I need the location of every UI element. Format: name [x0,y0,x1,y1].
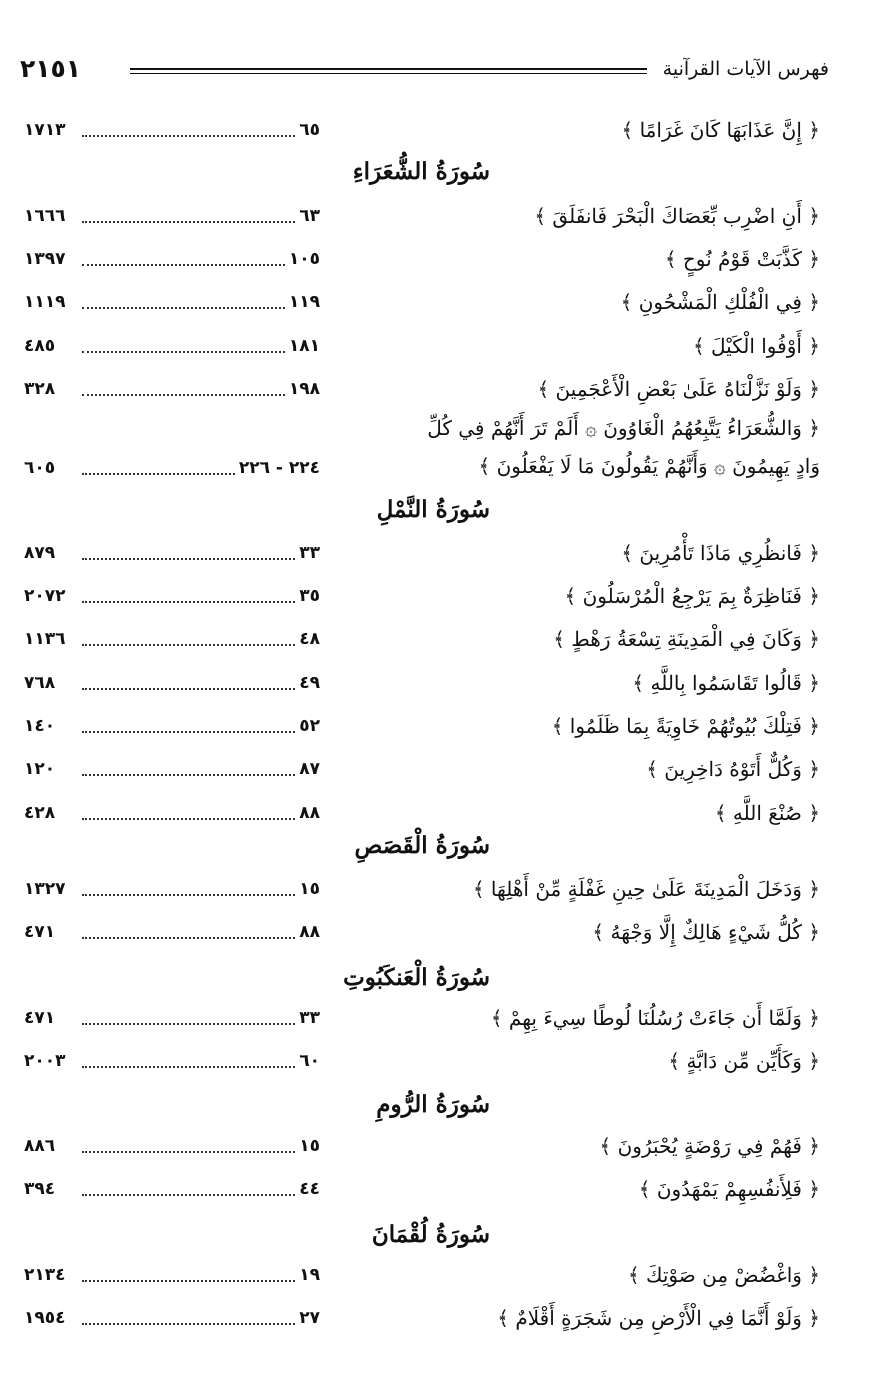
index-row [20,667,820,699]
sura-heading: سُورَةُ الشُّعَرَاءِ [352,158,490,185]
dot-leader [82,1023,295,1025]
index-row [20,1173,820,1205]
ayah-number: ٢٧ [299,1308,320,1328]
verse-text: ﴿ فَلِأَنفُسِهِمْ يَمْهَدُونَ ﴾ [638,1177,820,1201]
verse-text: ﴿ صُنْعَ اللَّهِ ﴾ [714,801,820,825]
page-reference: ١٩٥٤ [24,1308,66,1328]
ayah-number: ٨٨ [299,803,320,823]
dot-leader [82,394,285,396]
dot-leader [82,351,285,353]
ayah-number: ٣٣ [299,543,320,563]
verse-text: ﴿ فَنَاظِرَةٌ بِمَ يَرْجِعُ الْمُرْسَلُونَ ﴾ [564,584,820,608]
index-row [20,1045,820,1077]
dot-leader [82,818,295,820]
verse-text: ﴿ وَلَمَّا أَن جَاءَتْ رُسُلُنَا لُوطًا سِيءَ بِهِمْ ﴾ [490,1006,820,1030]
dot-leader [82,221,295,223]
dot-leader [82,558,295,560]
verse-text: ﴿ فَهُمْ فِي رَوْضَةٍ يُحْبَرُونَ ﴾ [599,1134,820,1158]
verse-text-continued: وَادٍ يَهِيمُونَ ۞ وَأَنَّهُمْ يَقُولُونَ مَا لَا يَفْعَلُونَ ﴾ [478,454,820,478]
index-row [20,416,820,484]
ayah-number: ٢٢٤ - ٢٢٦ [238,458,320,478]
ayah-number: ٦٠ [299,1051,320,1071]
index-row [20,330,820,362]
page-reference: ١٣٢٧ [24,879,66,899]
index-row [20,753,820,785]
page-reference: ٢٠٠٣ [24,1051,66,1071]
ayah-number: ٦٥ [299,120,320,140]
page-reference: ٤٧١ [24,922,56,942]
verse-text: ﴿ وَلَوْ أَنَّمَا فِي الْأَرْضِ مِن شَجَرَةٍ أَقْلَامٌ ﴾ [497,1306,820,1330]
index-row [20,873,820,905]
dot-leader [82,774,295,776]
index-row [20,710,820,742]
dot-leader [82,1280,295,1282]
page-reference: ٨٨٦ [24,1136,56,1156]
ayah-number: ٣٥ [299,586,320,606]
ayah-number: ٨٨ [299,922,320,942]
dot-leader [82,1151,295,1153]
verse-text: ﴿ وَكَانَ فِي الْمَدِينَةِ تِسْعَةُ رَهْطٍ ﴾ [553,627,820,651]
index-row [20,623,820,655]
dot-leader [82,688,295,690]
index-row [20,916,820,948]
dot-leader [82,264,285,266]
page-reference: ٦٠٥ [24,458,56,478]
page-reference: ٧٦٨ [24,673,56,693]
ayah-number: ٤٨ [299,629,320,649]
dot-leader [82,601,295,603]
ayah-number: ٤٤ [299,1179,320,1199]
verse-text: ﴿ فِي الْفُلْكِ الْمَشْحُونِ ﴾ [620,290,820,314]
sura-heading: سُورَةُ لُقْمَانَ [371,1221,490,1248]
index-row [20,797,820,829]
page-reference: ١١٣٦ [24,629,66,649]
verse-text: ﴿ وَدَخَلَ الْمَدِينَةَ عَلَىٰ حِينِ غَفْلَةٍ مِّنْ أَهْلِهَا ﴾ [472,877,820,901]
index-row [20,1259,820,1291]
sura-heading: سُورَةُ الْقَصَصِ [354,832,490,859]
page-reference: ١٤٠ [24,716,56,736]
header-title: فهرس الآيات القرآنية [662,58,829,80]
verse-text: ﴿ فَانظُرِي مَاذَا تَأْمُرِينَ ﴾ [621,541,820,565]
dot-leader [82,135,295,137]
page-number: ٢١٥١ [20,54,82,83]
verse-text: ﴿ كُلُّ شَيْءٍ هَالِكٌ إِلَّا وَجْهَهُ ﴾ [592,920,820,944]
page-reference: ٢٠٧٢ [24,586,66,606]
index-row [20,1302,820,1334]
ayah-number: ١٥ [299,879,320,899]
verse-text: ﴿ قَالُوا تَقَاسَمُوا بِاللَّهِ ﴾ [632,671,820,695]
ayah-number: ٣٣ [299,1008,320,1028]
page-reference: ١١١٩ [24,292,66,312]
index-row [20,200,820,232]
ayah-number: ٤٩ [299,673,320,693]
verse-text: ﴿ إِنَّ عَذَابَهَا كَانَ غَرَامًا ﴾ [621,118,820,142]
verse-text: ﴿ كَذَّبَتْ قَوْمُ نُوحٍ ﴾ [664,247,820,271]
verse-text: ﴿ وَكَأَيِّن مِّن دَابَّةٍ ﴾ [668,1049,820,1073]
ayah-number: ١١٩ [288,292,320,312]
sura-heading: سُورَةُ النَّمْلِ [376,496,490,523]
dot-leader [82,1066,295,1068]
index-row [20,537,820,569]
ayah-number: ١٠٥ [288,249,320,269]
index-row [20,373,820,405]
ayah-number: ١٩٨ [288,379,320,399]
page-reference: ٤٢٨ [24,803,56,823]
ayah-number: ١٩ [299,1265,320,1285]
page-reference: ٣٢٨ [24,379,56,399]
verse-text: ﴿ أَوْفُوا الْكَيْلَ ﴾ [692,334,820,358]
index-row [20,1002,820,1034]
verse-text: ﴿ وَلَوْ نَزَّلْنَاهُ عَلَىٰ بَعْضِ الْأَعْجَمِينَ ﴾ [537,377,820,401]
dot-leader [82,731,295,733]
sura-heading: سُورَةُ الْعَنكَبُوتِ [343,964,490,991]
index-row [20,286,820,318]
dot-leader [82,473,235,475]
verse-text: ﴿ أَنِ اضْرِب بِّعَصَاكَ الْبَحْرَ فَانفَلَقَ ﴾ [534,204,820,228]
ayah-number: ١٥ [299,1136,320,1156]
ayah-number: ٦٣ [299,206,320,226]
index-row [20,1130,820,1162]
dot-leader [82,1194,295,1196]
page-reference: ٣٩٤ [24,1179,56,1199]
dot-leader [82,1323,295,1325]
page-reference: ١٢٠ [24,759,56,779]
verse-text: ﴿ وَكُلٌّ أَتَوْهُ دَاخِرِينَ ﴾ [646,757,820,781]
page-reference: ١٦٦٦ [24,206,66,226]
page-reference: ٤٧١ [24,1008,56,1028]
page-reference: ٨٧٩ [24,543,56,563]
ayah-number: ٨٧ [299,759,320,779]
ayah-number: ٥٢ [299,716,320,736]
verse-text: ﴿ فَتِلْكَ بُيُوتُهُمْ خَاوِيَةً بِمَا ظَلَمُوا ﴾ [551,714,820,738]
dot-leader [82,937,295,939]
index-row [20,243,820,275]
dot-leader [82,644,295,646]
dot-leader [82,894,295,896]
verse-text: ﴿ وَالشُّعَرَاءُ يَتَّبِعُهُمُ الْغَاوُونَ ۞ أَلَمْ تَرَ أَنَّهُمْ فِي كُلِّ [427,416,820,440]
page-reference: ٤٨٥ [24,336,56,356]
index-row [20,580,820,612]
page-reference: ٢١٣٤ [24,1265,66,1285]
page-reference: ١٧١٣ [24,120,66,140]
sura-heading: سُورَةُ الرُّومِ [376,1091,490,1118]
verse-text: ﴿ وَاغْضُضْ مِن صَوْتِكَ ﴾ [627,1263,820,1287]
dot-leader [82,307,285,309]
index-row [20,114,820,146]
ayah-number: ١٨١ [288,336,320,356]
page-reference: ١٣٩٧ [24,249,66,269]
